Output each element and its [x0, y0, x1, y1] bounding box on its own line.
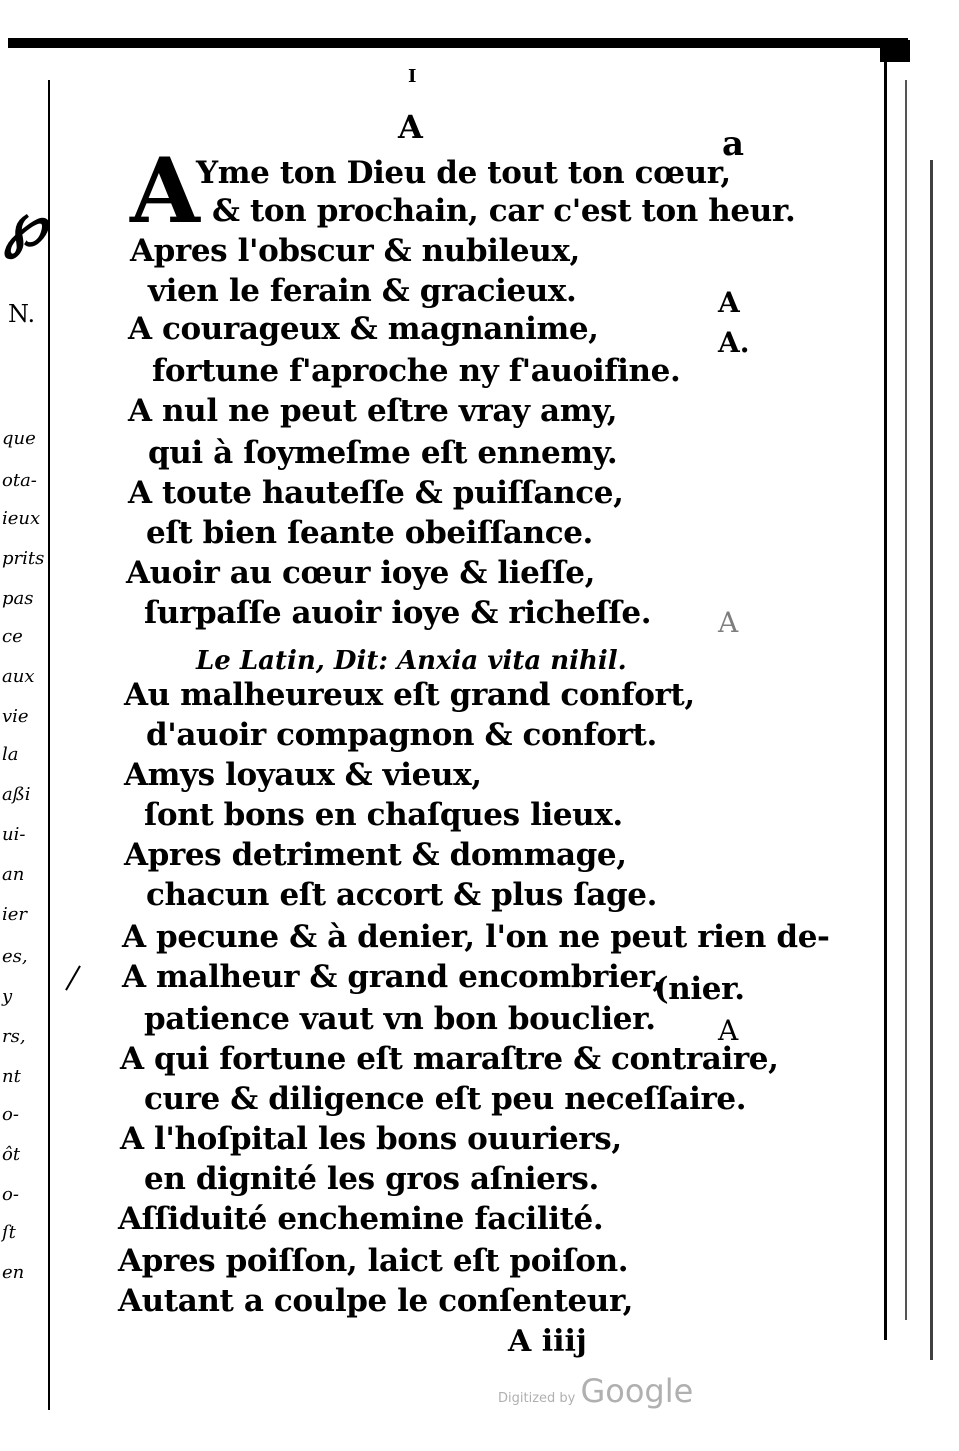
verse-line: cure & diligence eſt peu neceſſaire.: [144, 1081, 747, 1117]
verse-line: A courageux & magnanime,: [128, 311, 599, 347]
verse-line: A l'hoſpital les bons ouuriers,: [120, 1121, 622, 1157]
left-column-fragment: ſt: [2, 1222, 16, 1243]
left-column-fragment: nt: [2, 1066, 21, 1087]
right-page-edge-shadow: [905, 80, 907, 1320]
verse-line: patience vaut vn bon bouclier.: [144, 1001, 656, 1037]
verse-line: A malheur & grand encombrier,: [122, 959, 663, 995]
verse-line: Au malheureux eſt grand confort,: [124, 677, 695, 713]
right-page-edge-outer: [930, 160, 933, 1360]
verse-line: ſurpaſſe auoir ioye & richeſſe.: [144, 595, 652, 631]
left-column-fragment: ier: [2, 904, 28, 925]
watermark-prefix: Digitized by: [498, 1391, 576, 1406]
drop-cap: A: [130, 138, 200, 244]
left-column-fragment: en: [2, 1262, 25, 1283]
verse-line: Apres detriment & dommage,: [124, 837, 627, 873]
left-column-fragment: aßi: [2, 784, 31, 805]
margin-letter: A: [718, 606, 739, 639]
left-column-fragment: an: [2, 864, 25, 885]
left-column-fragment: rs,: [2, 1026, 26, 1047]
latin-note: Le Latin, Dit: Anxia vita nihil.: [196, 646, 627, 676]
verse-line: Amys loyaux & vieux,: [124, 757, 482, 793]
digitization-watermark: [498, 1372, 693, 1410]
verse-line: Yme ton Dieu de tout ton cœur,: [196, 155, 731, 191]
left-column-decoration: ℘: [4, 190, 46, 260]
verse-line: A toute hauteſſe & puiſſance,: [128, 475, 624, 511]
right-page-edge: [884, 60, 887, 1340]
left-column-fragment: aux: [2, 666, 35, 687]
left-column-fragment: ota-: [2, 470, 37, 491]
verse-line: ſont bons en chaſques lieux.: [144, 797, 623, 833]
left-column-fragment: ieux: [2, 508, 41, 529]
verse-line: qui à ſoymeſme eſt ennemy.: [148, 435, 618, 471]
left-column-fragment: es,: [2, 946, 28, 967]
left-column-fragment: ce: [2, 626, 23, 647]
verse-line: fortune f'aproche ny f'auoifine.: [152, 353, 681, 389]
left-column-fragment: ôt: [2, 1144, 21, 1165]
left-column-fragment: que: [2, 428, 36, 449]
left-column-fragment: prits: [2, 548, 45, 569]
verse-line: d'auoir compagnon & confort.: [146, 717, 657, 753]
verse-line: A pecune & à denier, l'on ne peut rien de-: [122, 919, 830, 955]
left-column-fragment: N.: [8, 300, 36, 328]
top-page-edge: [8, 38, 908, 48]
header-mark: I: [408, 66, 417, 87]
verse-line: en dignité les gros aſniers.: [144, 1161, 599, 1197]
verse-line: (nier.: [654, 971, 745, 1007]
verse-line: vien le ferain & gracieux.: [148, 273, 577, 309]
corner-ink-mark: a: [722, 124, 745, 164]
verse-line: Auoir au cœur ioye & lieſſe,: [126, 555, 596, 591]
left-column-fragment: y: [2, 986, 13, 1007]
verse-line: Autant a coulpe le conſenteur,: [118, 1283, 634, 1319]
gutter-line: [48, 80, 50, 1410]
verse-line: A qui fortune eſt maraſtre & contraire,: [120, 1041, 779, 1077]
margin-letter: A: [718, 286, 740, 319]
left-column-fragment: la: [2, 744, 19, 765]
margin-letter: A.: [718, 326, 750, 359]
left-column-fragment: pas: [2, 588, 34, 609]
left-column-fragment: o-: [2, 1104, 19, 1125]
left-column-fragment: ui-: [2, 824, 26, 845]
verse-line: A nul ne peut eſtre vray amy,: [128, 393, 618, 429]
margin-letter: A: [718, 1014, 739, 1047]
verse-line: chacun eſt accort & plus ſage.: [146, 877, 658, 913]
ink-slash: [65, 965, 81, 990]
verse-line: Aſſiduité enchemine facilité.: [118, 1201, 604, 1237]
left-column-fragment: o-: [2, 1184, 19, 1205]
section-heading: A: [398, 108, 423, 146]
left-column-fragment: vie: [2, 706, 29, 727]
verse-line: & ton prochain, car c'est ton heur.: [212, 193, 796, 229]
signature-mark: A iiij: [508, 1324, 587, 1359]
verse-line: Apres l'obscur & nubileux,: [130, 233, 580, 269]
verse-line: Apres poiſſon, laict eſt poiſon.: [118, 1243, 629, 1279]
verse-line: eſt bien ſeante obeiſſance.: [146, 515, 593, 551]
watermark-brand: Google: [580, 1372, 694, 1410]
top-page-edge-corner: [880, 40, 910, 62]
